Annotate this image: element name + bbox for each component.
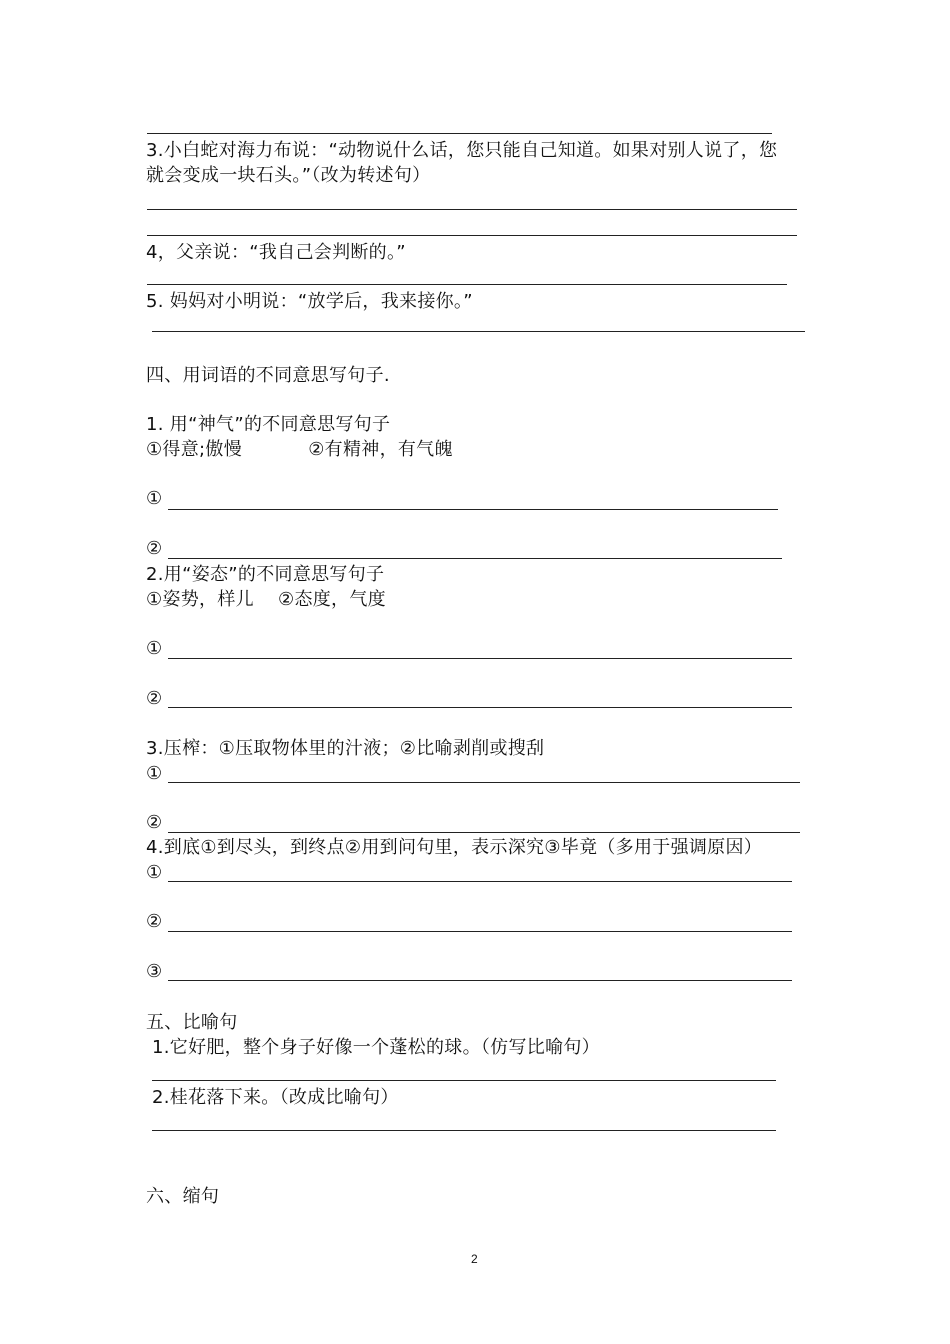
question-5: 5. 妈妈对小明说：“放学后，我来接你。” (146, 291, 473, 312)
answer-line[interactable] (168, 782, 800, 783)
marker-3: ③ (146, 961, 163, 982)
answer-line[interactable] (168, 980, 792, 981)
answer-line[interactable] (168, 707, 792, 708)
section-5-item-1: 1.它好肥，整个身子好像一个蓬松的球。（仿写比喻句） (152, 1037, 600, 1058)
answer-line[interactable] (147, 209, 797, 210)
answer-line[interactable] (168, 832, 800, 833)
section-4-item-4-title: 4.到底①到尽头，到终点②用到问句里，表示深究③毕竟（多用于强调原因） (146, 837, 763, 858)
question-4: 4，父亲说：“我自己会判断的。” (146, 242, 406, 263)
section-6-title: 六、缩句 (146, 1186, 220, 1207)
marker-1: ① (146, 638, 163, 659)
section-4-item-1-meanings: ①得意;傲慢 ②有精神，有气魄 (146, 439, 453, 460)
answer-line[interactable] (168, 558, 782, 559)
answer-line[interactable] (152, 331, 805, 332)
answer-line[interactable] (168, 658, 792, 659)
answer-line[interactable] (168, 931, 792, 932)
marker-1: ① (146, 862, 163, 883)
section-4-item-1-title: 1. 用“神气”的不同意思写句子 (146, 414, 391, 435)
section-4-item-2-meanings: ①姿势，样儿 ②态度，气度 (146, 589, 386, 610)
section-5-title: 五、比喻句 (146, 1012, 238, 1033)
question-3-line-1: 3.小白蛇对海力布说：“动物说什么话，您只能自己知道。如果对别人说了，您 (146, 140, 778, 161)
answer-line[interactable] (168, 509, 778, 510)
marker-2: ② (146, 538, 163, 559)
section-4-item-3-title: 3.压榨：①压取物体里的汁液；②比喻剥削或搜刮 (146, 738, 545, 759)
answer-line[interactable] (152, 1130, 776, 1131)
answer-line[interactable] (147, 235, 797, 236)
answer-line[interactable] (147, 284, 787, 285)
section-4-item-2-title: 2.用“姿态”的不同意思写句子 (146, 564, 385, 585)
answer-line[interactable] (147, 133, 772, 134)
marker-2: ② (146, 688, 163, 709)
answer-line[interactable] (168, 881, 792, 882)
marker-2: ② (146, 812, 163, 833)
section-4-title: 四、用词语的不同意思写句子. (146, 365, 390, 386)
marker-2: ② (146, 911, 163, 932)
answer-line[interactable] (152, 1080, 776, 1081)
marker-1: ① (146, 488, 163, 509)
page-number: 2 (471, 1252, 478, 1266)
question-3-line-2: 就会变成一块石头。”（改为转述句） (146, 165, 431, 186)
section-5-item-2: 2.桂花落下来。（改成比喻句） (152, 1087, 399, 1108)
marker-1: ① (146, 763, 163, 784)
